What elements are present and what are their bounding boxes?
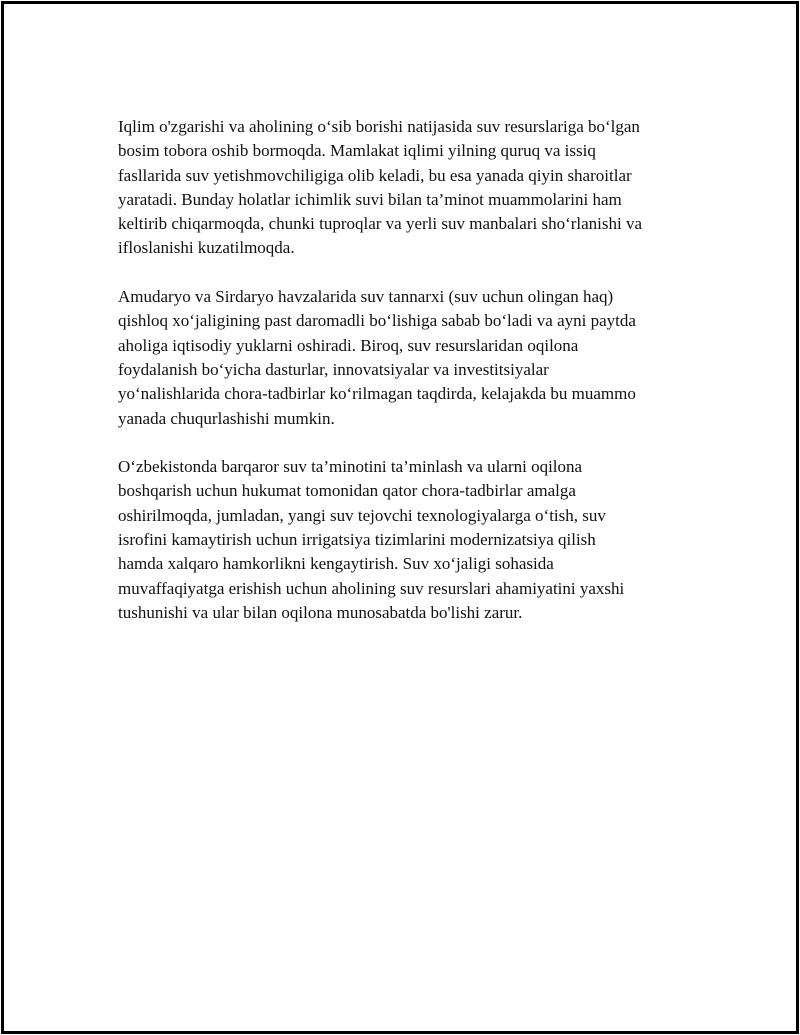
- text-line: Iqlim o'zgarishi va aholining o‘sib borishi natijasida suv resurslariga bo‘lgan: [118, 117, 640, 136]
- text-line: boshqarish uchun hukumat tomonidan qator chora-tadbirlar amalga: [118, 481, 576, 501]
- text-line: yanada chuqurlashishi mumkin.: [118, 408, 335, 428]
- document-body: [118, 115, 693, 650]
- text-line: O‘zbekistonda barqaror suv ta’minotini ta’minlash va ularni oqilona: [118, 457, 583, 477]
- text-line: aholiga iqtisodiy yuklarni oshiradi. Biroq, suv resurslaridan oqilona: [118, 335, 579, 355]
- text-line: bosim tobora oshib bormoqda. Mamlakat iqlimi yilning quruq va issiq: [118, 141, 596, 161]
- text-line: yo‘nalishlarida chora-tadbirlar ko‘rilmagan taqdirda, kelajakda bu muammo: [118, 384, 636, 404]
- text-line: muvaffaqiyatga erishish uchun aholining suv resurslari ahamiyatini yaxshi: [118, 578, 625, 598]
- text-line: hamda xalqaro hamkorlikni kengaytirish. Suv xo‘jaligi sohasida: [118, 554, 554, 574]
- text-line: tushunishi va ular bilan oqilona munosabatda bo'lishi zarur.: [118, 602, 523, 622]
- text-line: foydalanish bo‘yicha dasturlar, innovatsiyalar va investitsiyalar: [118, 359, 549, 379]
- text-line: fasllarida suv yetishmovchiligiga olib keladi, bu esa yanada qiyin sharoitlar: [118, 165, 632, 185]
- text-line: yaratadi. Bunday holatlar ichimlik suvi bilan ta’minot muammolarini ham: [118, 189, 622, 209]
- text-line: qishloq xo‘jaligining past daromadli bo‘lishiga sabab bo‘ladi va ayni paytda: [118, 311, 636, 331]
- text-line: ifloslanishi kuzatilmoqda.: [118, 238, 295, 258]
- paragraph-3: [118, 455, 693, 625]
- text-line: oshirilmoqda, jumladan, yangi suv tejovchi texnologiyalarga o‘tish, suv: [118, 505, 606, 525]
- text-line: isrofini kamaytirish uchun irrigatsiya tizimlarini modernizatsiya qilish: [118, 530, 596, 550]
- paragraph-1: [118, 115, 693, 261]
- text-line: Amudaryo va Sirdaryo havzalarida suv tannarxi (suv uchun olingan haq): [118, 287, 614, 307]
- paragraph-2: [118, 285, 693, 431]
- text-line: keltirib chiqarmoqda, chunki tuproqlar va yerli suv manbalari sho‘rlanishi va: [118, 214, 643, 234]
